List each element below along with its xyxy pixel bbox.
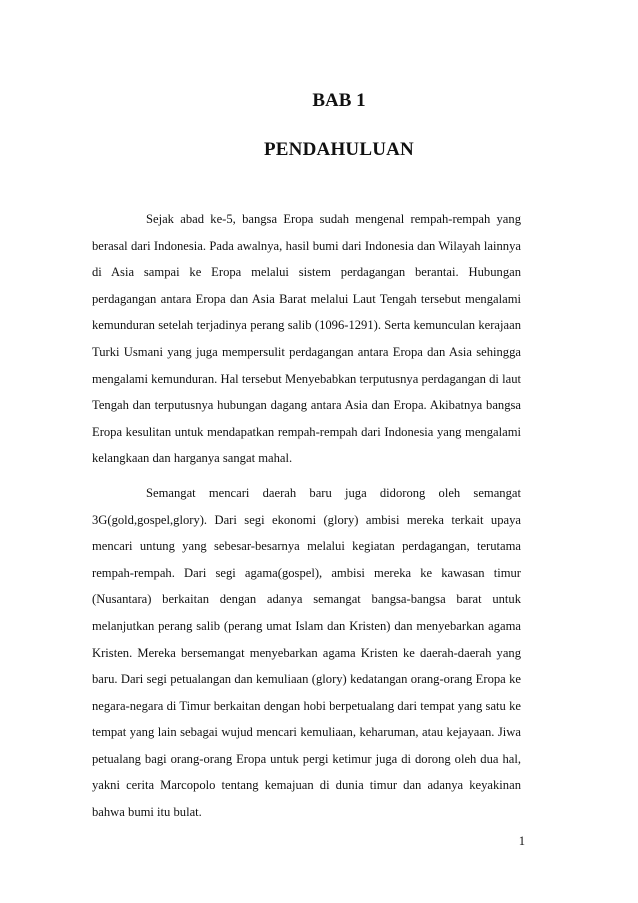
chapter-title: PENDAHULUAN [264,139,414,160]
page-number: 1 [518,834,525,848]
body-text [92,206,521,826]
paragraph-2: Semangat mencari daerah baru juga didorong oleh semangat 3G(gold,gospel,glory). Dari segi ekonomi (glory) ambisi mereka terkait upaya mencari untung yang sebesar-besarnya melalui kegiatan perdagangan, terutama rempah-rempah. Dari segi agama(gospel), ambisi mereka ke kawasan timur (Nusantara) berkaitan dengan adanya semangat bangsa-bangsa barat untuk melanjutkan perang salib (perang umat Islam dan Kristen) dan menyebarkan agama Kristen. Mereka bersemangat menyebarkan agama Kristen ke daerah-daerah yang baru. Dari segi petualangan dan kemuliaan (glory) kedatangan orang-orang Eropa ke negara-negara di Timur berkaitan dengan hobi berpetualang dari tempat yang satu ke tempat yang lain sebagai wujud mencari kemuliaan, keharuman, atau kejayaan. Jiwa petualang bagi orang-orang Eropa untuk pergi ketimur juga di dorong oleh dua hal, yakni cerita Marcopolo tentang kemajuan di dunia timur dan adanya keyakinan bahwa bumi itu bulat. [92,485,521,820]
chapter-number: BAB 1 [312,90,366,111]
paragraph-1: Sejak abad ke-5, bangsa Eropa sudah mengenal rempah-rempah yang berasal dari Indonesia. Pada awalnya, hasil bumi dari Indonesia dan Wilayah lainnya di Asia sampai ke Eropa melalui sistem perdagangan berantai. Hubungan perdagangan antara Eropa dan Asia Barat melalui Laut Tengah tersebut mengalami kemunduran setelah terjadinya perang salib (1096-1291). Serta kemunculan kerajaan Turki Usmani yang juga mempersulit perdagangan antara Eropa dan Asia sehingga mengalami kemunduran. Hal tersebut Menyebabkan terputusnya perdagangan di laut Tengah dan terputusnya hubungan dagang antara Asia dan Eropa. Akibatnya bangsa Eropa kesulitan untuk mendapatkan rempah-rempah dari Indonesia yang mengalami kelangkaan dan harganya sangat mahal. [92,212,521,466]
